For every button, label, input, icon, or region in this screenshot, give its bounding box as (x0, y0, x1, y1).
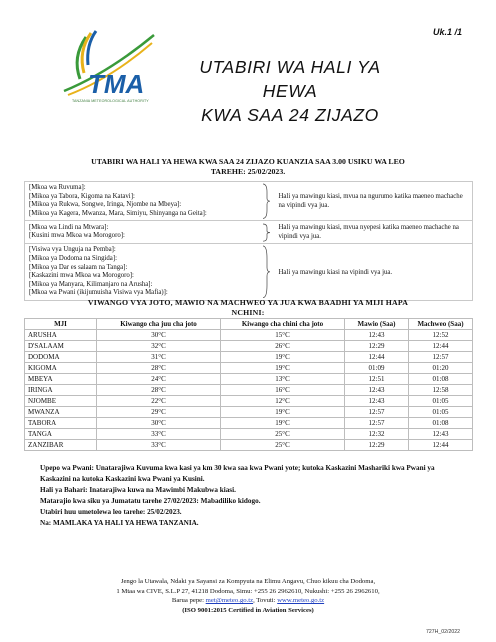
note-bahari (40, 485, 460, 496)
upepo-label: Upepo wa Pwani: (40, 464, 94, 472)
email-label: Barua pepe: (171, 597, 204, 604)
table-row (25, 440, 473, 451)
max-temp-cell: 24°C (97, 374, 221, 385)
region-name: [Mikoa ya Dar es salaam na Tanga]: (29, 263, 128, 271)
footer-line-3 (48, 596, 448, 606)
region-list (25, 244, 261, 301)
note-utabiri: Utabiri huu umetolewa leo tarehe: 25/02/2023. (40, 508, 182, 516)
sunset-cell: 12:43 (409, 429, 473, 440)
note-upepo (40, 463, 460, 485)
city-cell: IRINGA (25, 385, 97, 396)
sunrise-cell: 12:43 (345, 330, 409, 341)
footer-line-2: 1 Mtaa wa CIVE, S.L.P 27, 41218 Dodoma, Simu: +255 26 2962610, Nukushi: +255 26 2962610, (116, 587, 380, 595)
region-name: [Mikoa ya Rukwa, Songwe, Iringa, Njombe na Mbeya]: (29, 201, 182, 209)
max-temp-cell: 28°C (97, 363, 221, 374)
region-name: [Mkoa wa Ruvuma]: (29, 184, 86, 191)
city-cell: D'SALAAM (25, 341, 97, 352)
max-temp-cell: 32°C (97, 341, 221, 352)
table-row (25, 363, 473, 374)
regional-forecast-table (24, 181, 473, 301)
forecast-notes (40, 463, 460, 529)
tma-logo (58, 27, 158, 107)
col-header-sunset: Machweo (Saa) (409, 319, 473, 330)
bahari-text: Inatarajiwa kuwa na Mawimbi Makubwa kiasi. (89, 486, 236, 494)
city-cell: MBEYA (25, 374, 97, 385)
temp-title-line-2: NCHINI: (231, 308, 265, 317)
table-row (25, 407, 473, 418)
table-row (25, 352, 473, 363)
min-temp-cell: 25°C (221, 429, 345, 440)
table-row (25, 385, 473, 396)
region-name: [Mikoa ya Manyara, Kilimanjaro na Arusha]: (29, 280, 153, 288)
region-name: [Visiwa vya Unguja na Pemba]: (29, 246, 116, 254)
min-temp-cell: 13°C (221, 374, 345, 385)
region-list (25, 221, 261, 244)
sunset-cell: 12:58 (409, 385, 473, 396)
region-name: [Kusini mwa Mkoa wa Morogoro]: (29, 232, 125, 240)
sunset-cell: 01:08 (409, 374, 473, 385)
brace-icon (261, 183, 271, 219)
region-name: [Mikoa ya Tabora, Kigoma na Katavi]: (29, 192, 135, 200)
sunrise-cell: 12:57 (345, 418, 409, 429)
table-row (25, 418, 473, 429)
sunrise-cell: 12:51 (345, 374, 409, 385)
max-temp-cell: 33°C (97, 429, 221, 440)
max-temp-cell: 22°C (97, 396, 221, 407)
city-cell: TANGA (25, 429, 97, 440)
city-cell: TABORA (25, 418, 97, 429)
temperature-table-title (20, 298, 476, 318)
sunset-cell: 01:08 (409, 418, 473, 429)
sunrise-cell: 12:44 (345, 352, 409, 363)
title-line-1: UTABIRI WA HALI YA HEWA (199, 57, 381, 101)
table-row (25, 341, 473, 352)
city-cell: ARUSHA (25, 330, 97, 341)
max-temp-cell: 30°C (97, 418, 221, 429)
upepo-text: Unatarajiwa Kuvuma kwa kasi ya km 30 kwa saa kwa Pwani yote; kutoka Kaskazini Mashariki kwa Pwani ya Kaskazini na kutoka Kaskazini kwa Pwani ya Kusini. (40, 464, 435, 483)
note-issuer: Na: MAMLAKA YA HALI YA HEWA TANZANIA. (40, 519, 199, 527)
min-temp-cell: 19°C (221, 352, 345, 363)
subtitle-line-2: TAREHE: 25/02/2023. (210, 167, 286, 176)
region-forecast: Hali ya mawingu kiasi, mvua nyepesi katika maeneo machache na vipindi vya jua. (275, 221, 473, 244)
note-matarajio: Matarajio kwa siku ya Jumatatu tarehe 27/02/2023: Mabadiliko kidogo. (40, 497, 261, 505)
table-row (25, 374, 473, 385)
city-cell: ZANZIBAR (25, 440, 97, 451)
min-temp-cell: 25°C (221, 440, 345, 451)
sunset-cell: 01:20 (409, 363, 473, 374)
sunset-cell: 12:52 (409, 330, 473, 341)
page-ref: Uk.1 /1 (432, 27, 462, 37)
region-name: [Mikoa ya Dodoma na Singida]: (29, 254, 117, 262)
subtitle-line-1: UTABIRI WA HALI YA HEWA KWA SAA 24 ZIJAZO KUANZIA SAA 3.00 USIKU WA LEO (91, 157, 405, 166)
temperature-table (24, 318, 473, 451)
footer-line-1: Jengo la Utawala, Ndaki ya Sayansi za Kompyuta na Elimu Angavu, Chuo kikuu cha Dodoma, (120, 578, 376, 585)
sunrise-cell: 12:29 (345, 440, 409, 451)
website-link[interactable]: www.meteo.go.tz (277, 597, 325, 604)
logo-subtitle: TANZANIA METEOROLOGICAL AUTHORITY (72, 99, 149, 103)
iso-certification: (ISO 9001:2015 Certified in Aviation Services) (182, 606, 314, 614)
web-label: , Tovuti: (253, 597, 276, 604)
form-code: 727H_02/2022 (425, 629, 460, 635)
title-line-2: KWA SAA 24 ZIJAZO (201, 105, 379, 125)
brace-icon (261, 245, 271, 299)
sunset-cell: 01:05 (409, 396, 473, 407)
max-temp-cell: 29°C (97, 407, 221, 418)
region-list (25, 182, 261, 221)
city-cell: NJOMBE (25, 396, 97, 407)
col-header-max-temp: Kiwango cha juu cha joto (97, 319, 221, 330)
page-title (175, 55, 405, 127)
tma-logo-graphic (58, 27, 158, 107)
table-row (25, 396, 473, 407)
brace-icon (261, 223, 271, 242)
min-temp-cell: 19°C (221, 363, 345, 374)
sunset-cell: 12:57 (409, 352, 473, 363)
sunrise-cell: 12:43 (345, 396, 409, 407)
col-header-sunrise: Mawio (Saa) (345, 319, 409, 330)
max-temp-cell: 31°C (97, 352, 221, 363)
max-temp-cell: 33°C (97, 440, 221, 451)
region-row (25, 221, 473, 244)
brace-cell (261, 244, 275, 301)
region-forecast: Hali ya mawingu kiasi na vipindi vya jua. (275, 244, 473, 301)
col-header-mji: MJI (25, 319, 97, 330)
sunset-cell: 12:44 (409, 341, 473, 352)
table-row (25, 429, 473, 440)
col-header-min-temp: Kiwango cha chini cha joto (221, 319, 345, 330)
region-row (25, 244, 473, 301)
region-name: [Mkoa wa Pwani (ikijumuisha Visiwa vya Mafia)]: (29, 289, 168, 297)
sunrise-cell: 12:32 (345, 429, 409, 440)
table-row (25, 330, 473, 341)
region-name: [Kaskazini mwa Mkoa wa Morogoro]: (29, 272, 134, 280)
sunrise-cell: 12:57 (345, 407, 409, 418)
min-temp-cell: 12°C (221, 396, 345, 407)
min-temp-cell: 19°C (221, 407, 345, 418)
city-cell: MWANZA (25, 407, 97, 418)
bahari-label: Hali ya Bahari: (40, 486, 88, 494)
city-cell: DODOMA (25, 352, 97, 363)
sunset-cell: 01:05 (409, 407, 473, 418)
min-temp-cell: 15°C (221, 330, 345, 341)
max-temp-cell: 30°C (97, 330, 221, 341)
temp-title-line-1: VIWANGO VYA JOTO, MAWIO NA MACHWEO YA JUA KWA BAADHI YA MIJI HAPA (87, 298, 409, 307)
region-forecast: Hali ya mawingu kiasi, mvua na ngurumo katika maeneo machache na vipindi vya jua. (275, 182, 473, 221)
city-cell: KIGOMA (25, 363, 97, 374)
sunset-cell: 12:44 (409, 440, 473, 451)
max-temp-cell: 28°C (97, 385, 221, 396)
min-temp-cell: 26°C (221, 341, 345, 352)
temperature-header-row (25, 319, 473, 330)
sunrise-cell: 01:09 (345, 363, 409, 374)
region-row (25, 182, 473, 221)
brace-cell (261, 221, 275, 244)
region-name: [Mkoa wa Lindi na Mtwara]: (29, 223, 109, 231)
email-link[interactable]: met@meteo.go.tz (205, 597, 254, 604)
sunrise-cell: 12:29 (345, 341, 409, 352)
logo-text: TMA (88, 69, 145, 99)
min-temp-cell: 16°C (221, 385, 345, 396)
page-footer (48, 577, 448, 615)
min-temp-cell: 19°C (221, 418, 345, 429)
sunrise-cell: 12:43 (345, 385, 409, 396)
forecast-subtitle (20, 157, 476, 177)
brace-cell (261, 182, 275, 221)
region-name: [Mikoa ya Kagera, Mwanza, Mara, Simiyu, Shinyanga na Geita]: (29, 209, 207, 217)
